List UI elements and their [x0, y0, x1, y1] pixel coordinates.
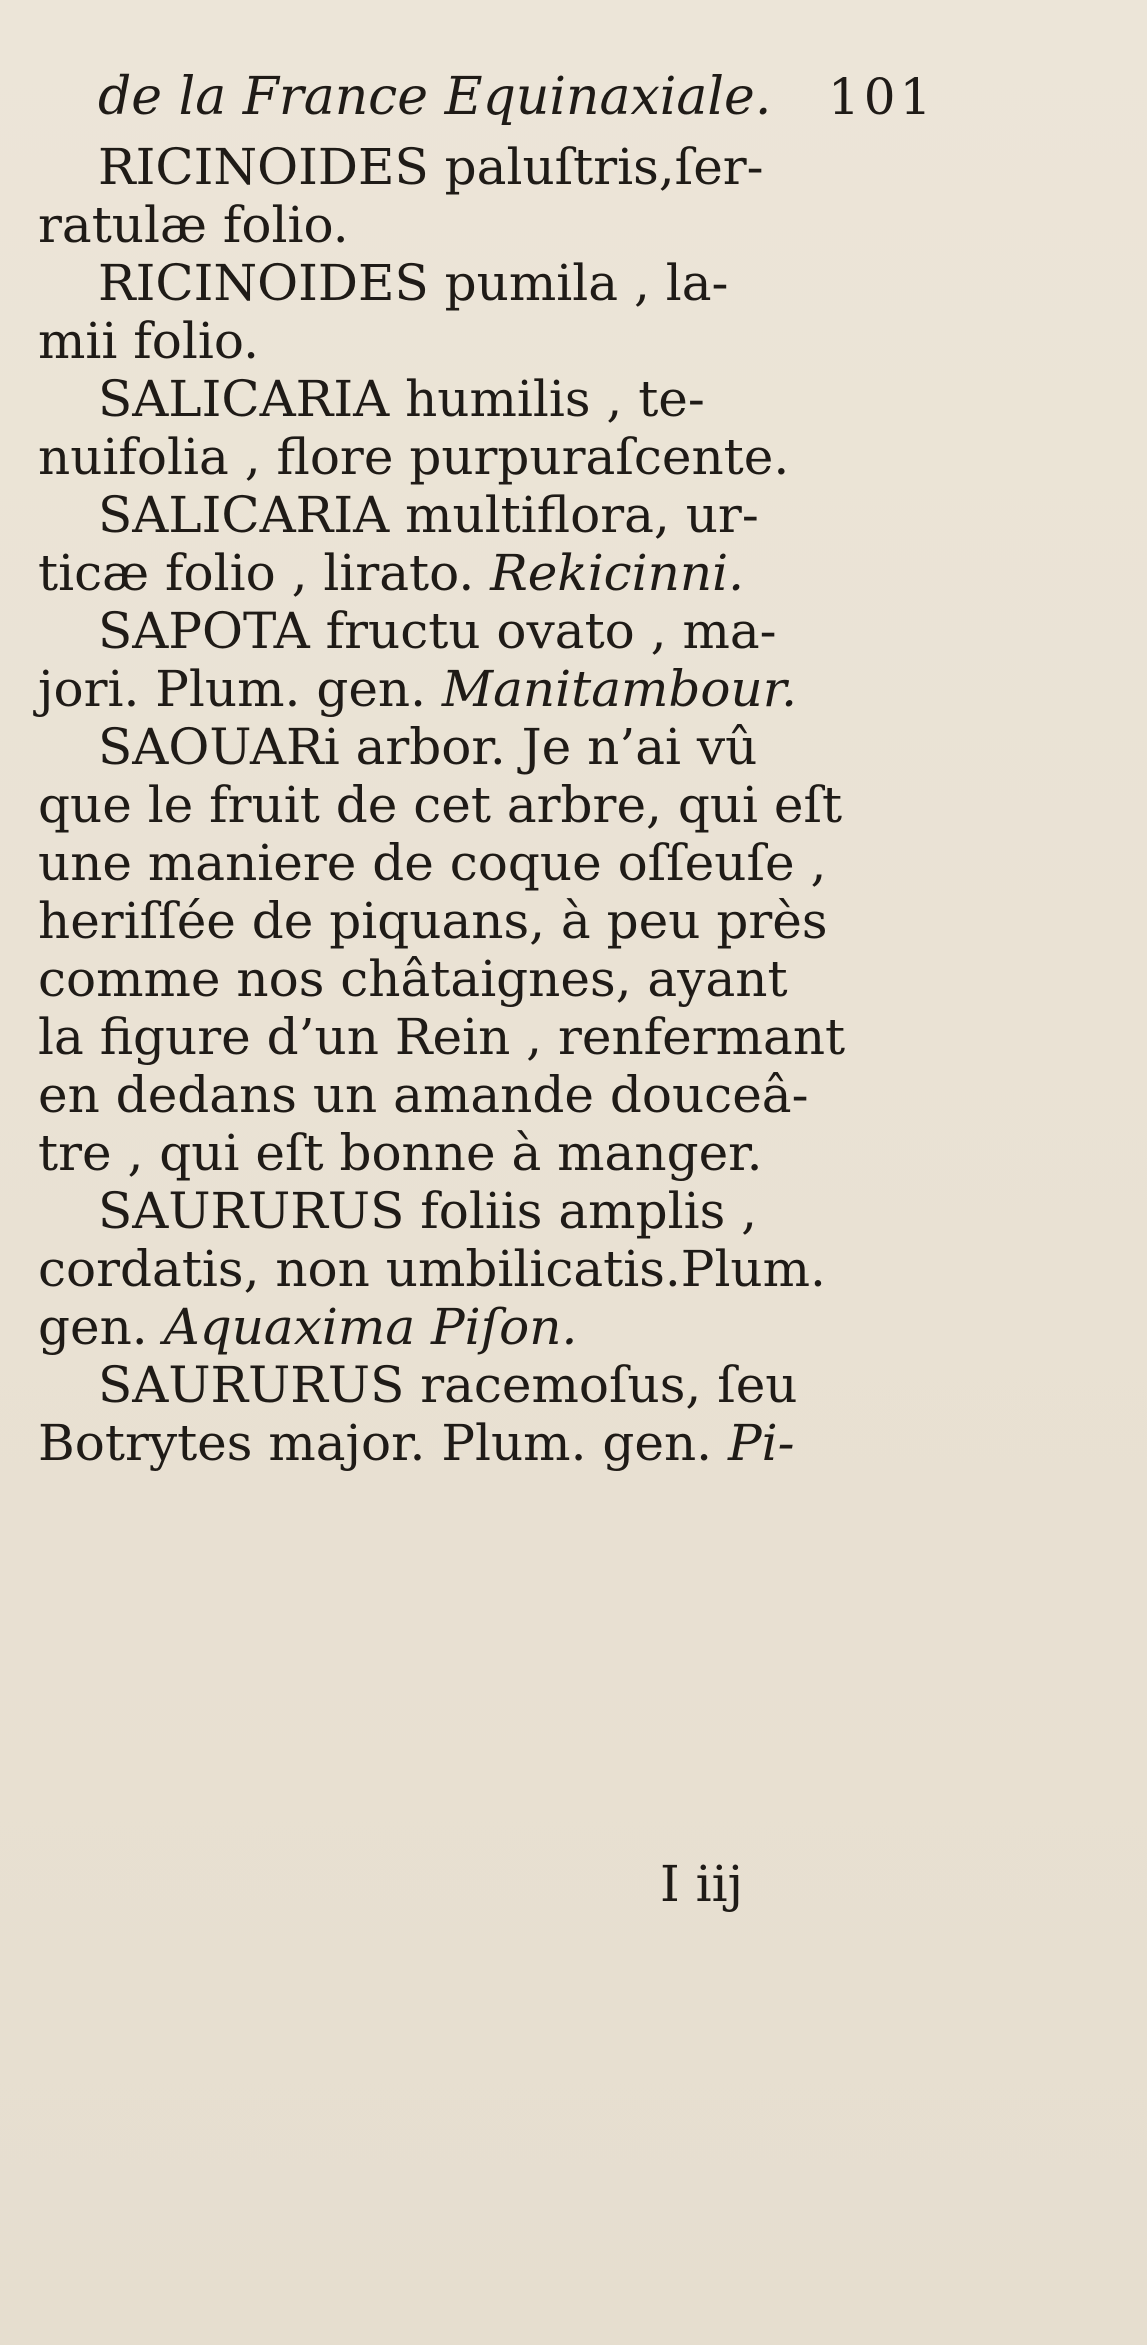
- text-segment: heriſſée de piquans, à peu près: [38, 892, 828, 950]
- entry-heading-line: [38, 718, 968, 776]
- page-header: [98, 62, 998, 142]
- entry-text-line: [38, 834, 968, 892]
- text-segment: la figure d’un Rein , renfermant: [38, 1008, 846, 1066]
- text-segment: ratulæ folio.: [38, 196, 349, 254]
- entry-heading-line: [38, 254, 968, 312]
- entry-text-line: [38, 312, 968, 370]
- text-segment: gen.: [38, 1298, 164, 1356]
- entry-text-line: [38, 1124, 968, 1182]
- entry-heading-line: [38, 602, 968, 660]
- entry-text-line: [38, 950, 968, 1008]
- text-segment: en dedans un amande douceâ-: [38, 1066, 809, 1124]
- entry-text-line: [38, 892, 968, 950]
- body-text: [38, 138, 968, 1472]
- text-segment: SAOUARi arbor. Je n’ai vû: [98, 718, 758, 776]
- entry-text-line: [38, 1008, 968, 1066]
- text-segment: que le fruit de cet arbre, qui eſt: [38, 776, 843, 834]
- entry-heading-line: [38, 1356, 968, 1414]
- italic-text-segment: Manitambour.: [441, 660, 798, 718]
- entry-heading-line: [38, 486, 968, 544]
- italic-text-segment: Pi-: [727, 1414, 795, 1472]
- text-segment: SALICARIA humilis , te-: [98, 370, 705, 428]
- entry-text-line: [38, 1240, 968, 1298]
- entry-text-line: [38, 428, 968, 486]
- text-segment: SAPOTA fructu ovato , ma-: [98, 602, 777, 660]
- entry-text-line: [38, 1298, 968, 1356]
- text-segment: mii folio.: [38, 312, 259, 370]
- running-title: de la France Equinaxiale.: [98, 67, 772, 127]
- text-segment: nuifolia , flore purpuraſcente.: [38, 428, 790, 486]
- entry-text-line: [38, 544, 968, 602]
- text-segment: cordatis, non umbilicatis.Plum.: [38, 1240, 826, 1298]
- entry-text-line: [38, 1414, 968, 1472]
- entry-heading-line: [38, 1182, 968, 1240]
- text-segment: comme nos châtaignes, ayant: [38, 950, 788, 1008]
- page-number: 101: [828, 68, 936, 126]
- text-segment: SALICARIA multiflora, ur-: [98, 486, 759, 544]
- text-segment: RICINOIDES pumila , la-: [98, 254, 729, 312]
- printer-signature-mark: I iij: [660, 1855, 744, 1913]
- entry-text-line: [38, 776, 968, 834]
- italic-text-segment: Rekicinni.: [490, 544, 744, 602]
- entry-text-line: [38, 1066, 968, 1124]
- text-segment: jori. Plum. gen.: [38, 660, 442, 718]
- entry-heading-line: [38, 370, 968, 428]
- text-segment: ticæ folio , lirato.: [38, 544, 491, 602]
- text-segment: une maniere de coque oſſeuſe ,: [38, 834, 827, 892]
- entry-heading-line: [38, 138, 968, 196]
- text-segment: SAURURUS racemoſus, ſeu: [98, 1356, 798, 1414]
- italic-text-segment: Aquaxima Piſon.: [163, 1298, 578, 1356]
- text-segment: Botrytes major. Plum. gen.: [38, 1414, 728, 1472]
- entry-text-line: [38, 196, 968, 254]
- entry-text-line: [38, 660, 968, 718]
- text-segment: SAURURUS foliis amplis ,: [98, 1182, 758, 1240]
- text-segment: tre , qui eſt bonne à manger.: [38, 1124, 763, 1182]
- text-segment: RICINOIDES paluſtris,ſer-: [98, 138, 764, 196]
